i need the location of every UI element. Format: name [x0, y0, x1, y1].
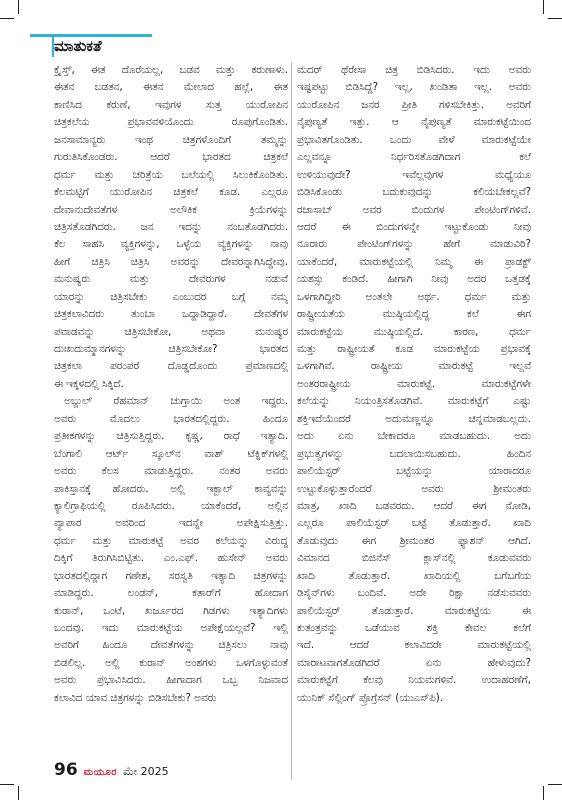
- text-line: ಚಿತ್ರಕಲಾ ಪರಂಪರೆ ದೊಡ್ಡದೊಂದು ಪ್ರಮಾಣದಲ್ಲಿ: [54, 360, 288, 373]
- text-line: ಪ್ರಭಾವಿತಗೊಂಡಿತು. ಒಂದು ವೇಳೆ ಮಾರುಕಟ್ಟೆಯೇ: [297, 133, 531, 146]
- text-line: ಈ ಇಕ್ಕಳದಲ್ಲಿ ಸಿಕ್ಕಿದೆ.: [54, 377, 124, 390]
- text-line: ರಜಾಸಾಬ್ ಅವರ ಬಿಂದುಗಳ ಪೇಂಟಿಂಗ್‌ಗಳಿವೆ.: [297, 203, 531, 216]
- text-line: ಒಳಗಾಗಿದ್ದೀರಿ ಅಂತಲೇ ಅರ್ಥ. ಧರ್ಮ ಮತ್ತು: [297, 290, 531, 303]
- crop-mark-top-right-h: [548, 18, 562, 19]
- text-line: ಚಿತ್ರಕಲೆಯ ಪ್ರಭಾವವಳಿಯೊಂದು ರೂಪುಗೊಂಡಿತು.: [54, 116, 288, 129]
- text-line: ಪವಾಡವನ್ನು ಚಿತ್ರಿಸಬೇಕೋ, ಅಥವಾ ಮನುಷ್ಯರ: [54, 325, 288, 338]
- text-line: ಇದೆ. ಆದರೆ ಕಲಾವಿದರೇ ಮಾರುಕಟ್ಟೆಯಲ್ಲಿ: [297, 639, 531, 652]
- text-line: ಬಿಡಿಸಿಕೊಂಡು ಬದುಕುವುದನ್ನು ಕಲಿಯಬೇಕಲ್ಲವೆ?: [297, 186, 531, 199]
- text-line: ದಿಕ್ಕಿಗೆ ತಿರುಗಿಸಿಬಿಟ್ಟಿತು. ಎಂ.ಎಫ್. ಹುಸೇನ್ ಅವರು: [54, 552, 288, 565]
- text-line: ಕಲೆಯನ್ನು ನಿಯಂತ್ರಿಸತೊಡಗಿವೆ. ಮಾರುಕಟ್ಟೆಗೆ ಎಷ್ಟು: [297, 395, 531, 408]
- text-line: ಡಿಸೈನ್‌ಗಳು ಬಂದಿವೆ. ಅದೇ ರಿಕ್ಷಾ ನಡೆಸುವವರು: [297, 587, 531, 600]
- text-line: ಈತನ ಬಡತನ, ಈತನ ಮೇಲಾದ ಹಲ್ಲೆ, ಈತ: [54, 81, 288, 94]
- text-line: ಅವರಿಗೆ ಹಿಂದೂ ದೇವತೆಗಳನ್ನು ಚಿತ್ರಿಸಲು ನಾವು: [54, 639, 288, 652]
- crop-mark-top-right-v: [543, 0, 544, 14]
- text-line: ಮನುಷ್ಯರು ಮತ್ತು ದೇವರುಗಳ ನಡುವೆ: [54, 273, 288, 286]
- text-line: ಚಿತ್ರಕಲಾವಿದರು ತುಂಬಾ ಒದ್ದಾಡಿದ್ದಾರೆ. ದೇವತೆಗಳ: [54, 308, 288, 321]
- text-line: ಯಾಕೆಂದರೆ, ಮಾರುಕಟ್ಟೆಯಲ್ಲಿ ನಿಮ್ಮ ಈ ಪ್ರಾಡಕ್ಟ್: [297, 255, 531, 268]
- text-line: ಧರ್ಮ ಮತ್ತು ಮಾರುಕಟ್ಟೆ ಅವರ ಕಲೆಯನ್ನು ವಿರುದ್ಧ: [54, 534, 288, 547]
- text-line: ಆದರೆ ಈ ಬಿಂದುಗಳನ್ನೇ ಇಟ್ಟುಕೊಂಡು ನೀವು: [297, 220, 531, 233]
- text-line: ಅವರು ಪ್ರಭಾವಿಸಿದರು. ಹೀಗಾದಾಗ ಒಬ್ಬ ನಿಜವಾದ: [54, 674, 288, 687]
- section-title: ಮಾತುಕತೆ: [54, 37, 102, 55]
- text-line: ಕುತಂತ್ರವನ್ನು ಒಡೆಯುವ ಶಕ್ತಿ ಕೇವಲ ಕಲೆಗೆ: [297, 622, 531, 634]
- text-line: ಯಶಸ್ಸು ಕಂಡಿದೆ. ಹೀಗಾಗಿ ನೀವು ಅದರ ಒತ್ತಡಕ್ಕೆ: [297, 273, 531, 286]
- text-line: ಖಾದಿ ತೊಡುತ್ತಾರೆ. ಖಾದಿಯಲ್ಲಿ ಬಗೆಬಗೆಯ: [297, 569, 531, 582]
- magazine-logo: ಮಯೂರ: [83, 767, 118, 778]
- crop-mark-bottom-right-v: [543, 786, 544, 800]
- text-line: ಅಂತರರಾಷ್ಟ್ರೀಯ ಮಾರುಕಟ್ಟೆ. ಮಾರುಕಟ್ಟೆಗಳೇ: [297, 377, 531, 390]
- column-divider: [291, 62, 292, 780]
- text-line: ಪಾಕಿಸ್ತಾನಕ್ಕೆ ಹೋದರು. ಅಲ್ಲಿ ಇಕ್ಬಾಲ್ ಕಾವ್ಯವನ್ನು: [54, 482, 288, 495]
- text-line: ಬಂದವು. ಇದು ಮಾರುಕಟ್ಟೆಯ ಅಪೇಕ್ಷೆಯಲ್ಲವೆ? ಇಲ್ಲಿ: [54, 622, 288, 634]
- text-line: ಮಾರುಕಟ್ಟೆಯ ಮುಷ್ಠಿಯಲ್ಲಿದೆ. ಕಾರಣ, ಧರ್ಮ: [297, 325, 531, 338]
- article-column-left: [54, 62, 288, 707]
- text-line: ಮದರ್ ಥೆರೇಸಾ ಚಿತ್ರ ಬಿಡಿಸಿದರು. ಇದು ಅವರು: [297, 64, 531, 76]
- text-line: ಯಾರನ್ನು ಚಿತ್ರಿಸಬೇಕು ಎಂಬುದರ ಬಗ್ಗೆ ನಮ್ಮ: [54, 290, 288, 303]
- text-line: ಕ್ಯಾಲಿಗ್ರಾಫಿಯಲ್ಲಿ ರೂಪಿಸಿದರು. ಯಾಕೆಂದರೆ, ಅಲ್ಲಿನ: [54, 499, 288, 512]
- crop-mark-top-left-h: [0, 18, 14, 19]
- text-line: ಕ್ರೈಸ್ತ್, ಈತ ದೊರೆಯಲ್ಲ, ಬಡವ ಮತ್ತು ಕರುಣಾಳು.: [54, 64, 288, 76]
- text-line: ಯುನಿಕ್ ಸೆಲ್ಲಿಂಗ್ ಪ್ರೊಗ್ರೆಸನ್ (ಯುಎಸ್‌ಪಿ).: [297, 691, 444, 704]
- text-line: ನೂರಾರು ಪೇಂಟಿಂಗ್‌ಗಳನ್ನು ಹೇಗೆ ಮಾಡುವಿರಿ?: [297, 238, 531, 251]
- text-line: ಇಷ್ಟಪಟ್ಟು ಬಿಡಿಸಿದ್ದೆ? ಇಲ್ಲ, ಖಂಡಿತಾ ಇಲ್ಲ. ಅವರು: [297, 81, 531, 94]
- text-line: ಪ್ರತೀಕಗಳನ್ನು ಚಿತ್ರಿಸುತ್ತಿದ್ದರು. ಕೃಷ್ಣ, ರಾಧೆ ಇತ್ಯಾದಿ.: [54, 430, 288, 443]
- text-line: ಬಿಡಲಿಲ್ಲ. ಅಲ್ಲಿ ಕುರಾನ್ ಅಂಶಗಳು ಒಳಗೊಳ್ಳುವಂತೆ: [54, 656, 288, 669]
- text-line: ಉಳಿಯುವುದೇ? ಇವೆಲ್ಲವುಗಳ ಮಧ್ಯೆಯೂ: [297, 168, 531, 181]
- text-line: ಎಲ್ಲರೂ ಪಾಲಿಯೆಸ್ಟರ್ ಬಟ್ಟೆ ತೊಡುತ್ತಾರೆ. ಖಾದಿ: [297, 517, 531, 530]
- text-line: ಮಾತ್ರ, ಖಾದಿ ಬಡವರದು. ಆದರೆ ಈಗ ನೋಡಿ,: [297, 499, 531, 512]
- text-line: ಜನಸಾಮಾನ್ಯರು ಇಂಥ ಚಿತ್ರಗಳೊಂದಿಗೆ ತಮ್ಮನ್ನು: [54, 133, 288, 146]
- text-line: ಬೆಂಗಾಲಿ ಆರ್ಟ್ ಸ್ಕೂಲ್‌ನ ವಾಶ್ ಟೆಕ್ನಿಕ್‌ಗಳಲ್ಲಿ: [54, 447, 288, 460]
- text-line: ಹೀಗೆ ಚಿತ್ರಿಸಿ ಚಿತ್ರಿಸಿ ಅವರನ್ನು ದೇವರನ್ನಾಗಿಸಿದ್ದೇವು.: [54, 255, 288, 268]
- text-line: ಚಿತ್ರಿಸತೊಡಗಿದರು. ಜನ ಇದನ್ನು ನಂಬತೊಡಗಿದರು.: [54, 220, 288, 233]
- text-line: ದುಃಖದುಮ್ಮಾನಗಳನ್ನು ಚಿತ್ರಿಸಬೇಕೋ? ಭಾರತದ: [54, 343, 288, 355]
- page-footer: [54, 760, 169, 780]
- text-line: ಪ್ರಭುತ್ವಗಳನ್ನು ಬದಲಾಯಿಸಬಹುದು. ಹಿಂದಿನ: [297, 447, 531, 460]
- text-line: ಮಾರುಕಟ್ಟೆಗೆ ಕೆಲವು ನಿಯಮಗಳಿವೆ. ಉದಾಹರಣೆಗೆ,: [297, 674, 531, 687]
- text-line: ಪಾಲಿಯೆಸ್ಟರ್ ತೊಡುತ್ತಾರೆ. ಮಾರುಕಟ್ಟೆಯ ಈ: [297, 604, 531, 617]
- text-line: ಯುರೋಪಿನ ಜನರ ಪ್ರೀತಿ ಗಳಿಸಬೇಕಿತ್ತು. ಅವರಿಗೆ: [297, 98, 531, 111]
- text-line: ಪಾಲಿಯೆಸ್ಟರ್ ಬಟ್ಟೆಯನ್ನು ಯಾರಾದರೂ: [297, 465, 531, 478]
- text-line: ಭಾರತದಲ್ಲಿದ್ದಾಗ ಗಣೇಶ, ಸರಸ್ವತಿ ಇತ್ಯಾದಿ ಚಿತ್ರಗಳನ್ನು: [54, 569, 288, 582]
- text-line: ಕಲಾವಿದ ಯಾವ ಚಿತ್ರಗಳನ್ನು ಬಿಡಿಸಬೇಕು? ಅವರು: [54, 691, 217, 704]
- text-line: ಕಾಣಿಸಿದ ಕರುಣೆ, ಇವುಗಳ ಸುತ್ತ ಯುರೋಪಿನ: [54, 98, 288, 111]
- text-line: ಕೆಲ ಸಾಹಸಿ ವ್ಯಕ್ತಿಗಳನ್ನು, ಒಳ್ಳೆಯ ವ್ಯಕ್ತಿಗಳನ್ನು ನಾವು: [54, 238, 288, 251]
- text-line: ನೈಪುಣ್ಯತೆ ಇತ್ತು. ಆ ನೈಪುಣ್ಯತೆ ಮಾರುಕಟ್ಟೆಯಿಂದ: [297, 116, 531, 129]
- text-line: ಮಾಡಿದ್ದರು. ಲಂಡನ್, ಕತಾರ್‌ಗೆ ಹೋದಾಗ: [54, 587, 288, 600]
- text-line: ರಾಷ್ಟ್ರೀಯತೆಯ ಮುಷ್ಠಿಯಲ್ಲಿದ್ದ ಕಲೆ ಈಗ: [297, 308, 531, 321]
- text-line: ಅವರು ಮೊದಲು ಭಾರತದಲ್ಲಿದ್ದರು. ಹಿಂದೂ: [54, 412, 288, 425]
- text-line: ಮತ್ತು ರಾಷ್ಟ್ರೀಯತೆ ಕೂಡ ಮಾರುಕಟ್ಟೆಯ ಪ್ರಭಾವಕ್ಕೆ: [297, 343, 531, 355]
- text-line: ಕುರಾನ್, ಒಂಟೆ, ಖರ್ಜೂರದ ಗಿಡಗಳು ಇತ್ಯಾದಿಗಳು: [54, 604, 288, 617]
- text-line: ತೊಡುವುದು ಈಗ ಶ್ರೀಮಂತರ ಫ್ಯಾಶನ್ ಆಗಿದೆ.: [297, 534, 531, 547]
- text-line: ಕೆಲಮಟ್ಟಿಗೆ ಯುರೋಪಿನ ಚಿತ್ರಕಲೆ ಕೂಡ. ಎಲ್ಲರೂ: [54, 186, 288, 199]
- article-column-right: [297, 62, 531, 707]
- crop-mark-bottom-right-h: [548, 784, 562, 785]
- page-number: 96: [54, 760, 78, 780]
- crop-mark-top-left-v: [18, 0, 19, 14]
- text-line: ಅವರು ಕೆಲಸ ಮಾಡುತ್ತಿದ್ದರು. ನಂತರ ಅವರು: [54, 465, 288, 478]
- text-line: ಧರ್ಮ ಮತ್ತು ಚರಿತ್ರೆಯ ಬಲೆಯಲ್ಲಿ ಸಿಲುಕಿಕೊಂಡಿತು.: [54, 168, 288, 181]
- text-line: ಒಳಗಾಗಿವೆ. ರಾಷ್ಟ್ರೀಯ ಮಾರುಕಟ್ಟೆ ಇಲ್ಲವೆ: [297, 360, 531, 373]
- text-line: ವ್ಯಾಪಾರ ಅವರಿಂದ ಇದನ್ನೇ ಅಪೇಕ್ಷಿಸುತ್ತಿತ್ತು.: [54, 517, 288, 530]
- text-line: ಎಲ್ಲವನ್ನೂ ನಿರ್ಧರಿಸತೊಡಗಿದಾಗ ಕಲೆ: [297, 151, 531, 164]
- issue-date: ಮೇ 2025: [123, 765, 169, 778]
- text-line: ಗುರುತಿಸಿಕೊಂಡರು. ಆದರೆ ಭಾರತದ ಚಿತ್ರಕಲೆ: [54, 151, 288, 164]
- text-line: ಅದು ಏನು ಬೇಕಾದರೂ ಮಾಡಬಹುದು. ಅದು: [297, 430, 531, 443]
- text-line: ಅಬ್ದುಲ್ ರೆಹಮಾನ್ ಚುಗ್ತಾಯಿ ಅಂತ ಇದ್ದರು.: [64, 395, 288, 408]
- text-line: ಮಾರಾಟವಾಗತೊಡಗಿದರೆ ಏನು ಹೇಳುವುದು?: [297, 656, 531, 669]
- crop-mark-bottom-left-h: [0, 784, 14, 785]
- text-line: ಶಕ್ತಿಇದೆಯೆಂದರೆ ಅದುಮಣ್ಣನ್ನೂ ಚಿನ್ನಮಾಡಬಲ್ಲದು.: [297, 412, 531, 425]
- crop-mark-bottom-left-v: [18, 786, 19, 800]
- text-line: ಉಟ್ಟುಕೊಳ್ಳುತ್ತಾರೆಂದರೆ ಅವರು ಶ್ರೀಮಂತರು: [297, 482, 531, 495]
- text-line: ವಿಮಾನದ ಬಿಜಿನೆಸ್ ಕ್ಲಾಸ್‌ನಲ್ಲಿ ಕೂಡುವವರು: [297, 552, 531, 565]
- text-line: ದೇವಾನುದೇವತೆಗಳ ಅಲೌಕಿಕ ಕ್ರಿಯೆಗಳನ್ನು: [54, 203, 288, 216]
